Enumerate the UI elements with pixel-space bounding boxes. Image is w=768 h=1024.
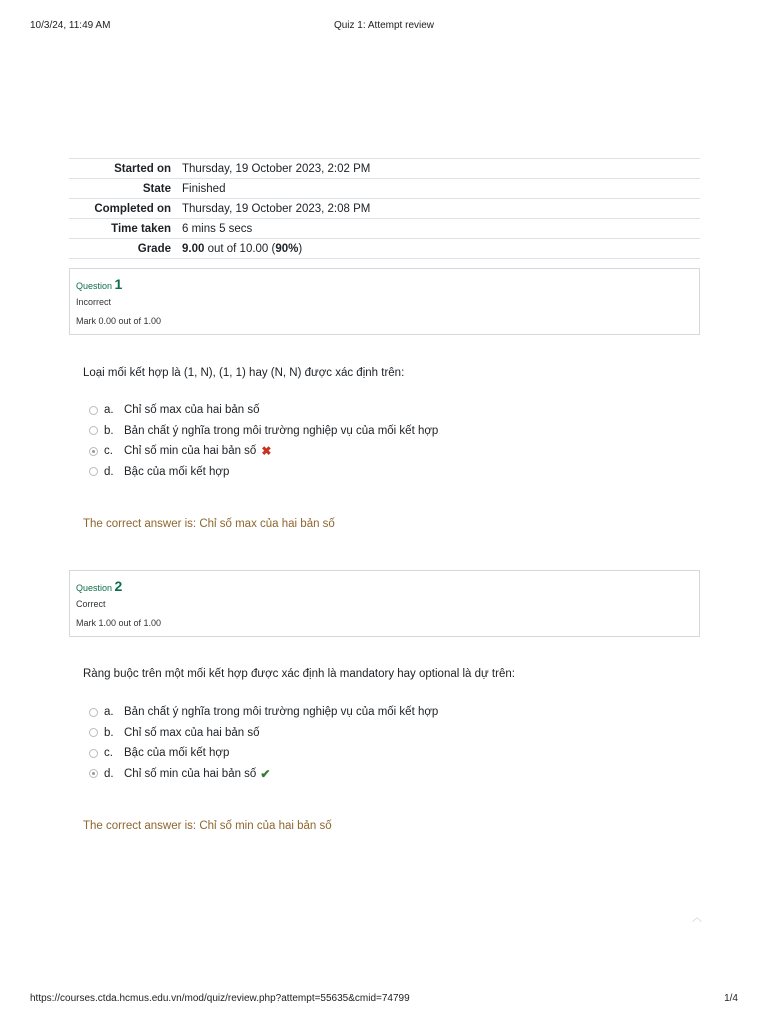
grade-score: 9.00 — [182, 242, 205, 255]
answer-option[interactable] — [89, 723, 438, 744]
answer-letter: c. — [104, 747, 113, 760]
correct-icon: ✔ — [260, 766, 271, 781]
summary-value: Thursday, 19 October 2023, 2:08 PM — [182, 202, 371, 215]
summary-row-state — [69, 179, 700, 199]
answer-letter: a. — [104, 706, 114, 719]
answer-letter: c. — [104, 445, 113, 458]
grade-percent: 90% — [275, 242, 299, 255]
right-answer-feedback: The correct answer is: Chỉ số max của hai bản số — [83, 518, 335, 530]
question-label: Question — [76, 583, 113, 593]
answer-text: Chỉ số min của hai bản số — [124, 767, 257, 780]
answer-letter: d. — [104, 465, 114, 478]
attempt-summary-table — [69, 158, 700, 259]
grade-out-of: out of 10.00 ( — [204, 242, 276, 255]
question-info-box — [69, 268, 700, 335]
summary-value: Finished — [182, 182, 226, 195]
answer-text: Bản chất ý nghĩa trong môi trường nghiệp vụ của mối kết hợp — [124, 706, 439, 719]
answer-option[interactable] — [89, 462, 438, 483]
incorrect-icon: ✖ — [261, 444, 272, 459]
answer-options — [89, 400, 438, 482]
answer-option[interactable] — [89, 743, 438, 764]
question-mark: Mark 1.00 out of 1.00 — [76, 618, 162, 628]
grade-close: ) — [298, 242, 303, 255]
summary-label: Time taken — [111, 222, 171, 235]
answer-letter: b. — [104, 424, 114, 437]
right-answer-feedback: The correct answer is: Chỉ số min của hai bản số — [83, 820, 332, 832]
answer-text: Chỉ số max của hai bản số — [124, 404, 260, 417]
question-text: Ràng buộc trên một mối kết hợp được xác định là mandatory hay optional là dự trên: — [83, 668, 515, 680]
summary-label: Started on — [114, 162, 171, 175]
answer-option[interactable] — [89, 400, 438, 421]
radio-button[interactable] — [89, 728, 98, 737]
answer-text: Bản chất ý nghĩa trong môi trường nghiệp vụ của mối kết hợp — [124, 424, 439, 437]
answer-option[interactable] — [89, 702, 438, 723]
summary-row-started-on — [69, 159, 700, 179]
summary-label: State — [142, 182, 171, 195]
answer-letter: a. — [104, 404, 114, 417]
answer-text: Bậc của mối kết hợp — [124, 465, 230, 478]
question-state: Incorrect — [76, 297, 112, 307]
answer-options — [89, 702, 438, 784]
question-label: Question — [76, 281, 113, 291]
question-text: Loại mối kết hợp là (1, N), (1, 1) hay (N, N) được xác định trên: — [83, 367, 405, 379]
answer-text: Chỉ số max của hai bản số — [124, 726, 260, 739]
print-datetime: 10/3/24, 11:49 AM — [30, 20, 111, 31]
summary-row-grade — [69, 239, 700, 259]
radio-button[interactable] — [89, 708, 98, 717]
radio-button-checked[interactable] — [89, 769, 98, 778]
answer-letter: b. — [104, 726, 114, 739]
summary-value — [177, 239, 700, 259]
question-info-box — [69, 570, 700, 637]
summary-row-completed-on — [69, 199, 700, 219]
answer-letter: d. — [104, 767, 114, 780]
answer-text: Chỉ số min của hai bản số — [124, 445, 257, 458]
answer-text: Bậc của mối kết hợp — [124, 747, 230, 760]
summary-label: Completed on — [94, 202, 171, 215]
summary-label: Grade — [137, 242, 171, 255]
answer-option[interactable] — [89, 421, 438, 442]
summary-value: 6 mins 5 secs — [182, 222, 253, 235]
radio-button[interactable] — [89, 406, 98, 415]
summary-value: Thursday, 19 October 2023, 2:02 PM — [182, 162, 371, 175]
question-number-value: 1 — [114, 276, 123, 292]
question-number — [76, 578, 693, 594]
radio-button[interactable] — [89, 426, 98, 435]
radio-button[interactable] — [89, 467, 98, 476]
radio-button-checked[interactable] — [89, 447, 98, 456]
chevron-up-icon[interactable]: ︿ — [692, 913, 702, 924]
print-page-title: Quiz 1: Attempt review — [333, 20, 435, 31]
question-number-value: 2 — [114, 578, 123, 594]
question-mark: Mark 0.00 out of 1.00 — [76, 316, 162, 326]
summary-row-time-taken — [69, 219, 700, 239]
question-state: Correct — [76, 599, 106, 609]
question-number — [76, 276, 693, 292]
print-page-number: 1/4 — [724, 993, 738, 1004]
print-url: https://courses.ctda.hcmus.edu.vn/mod/quiz/review.php?attempt=55635&cmid=74799 — [30, 993, 410, 1004]
answer-option-selected[interactable] — [89, 441, 438, 462]
radio-button[interactable] — [89, 749, 98, 758]
answer-option-selected[interactable] — [89, 764, 438, 785]
